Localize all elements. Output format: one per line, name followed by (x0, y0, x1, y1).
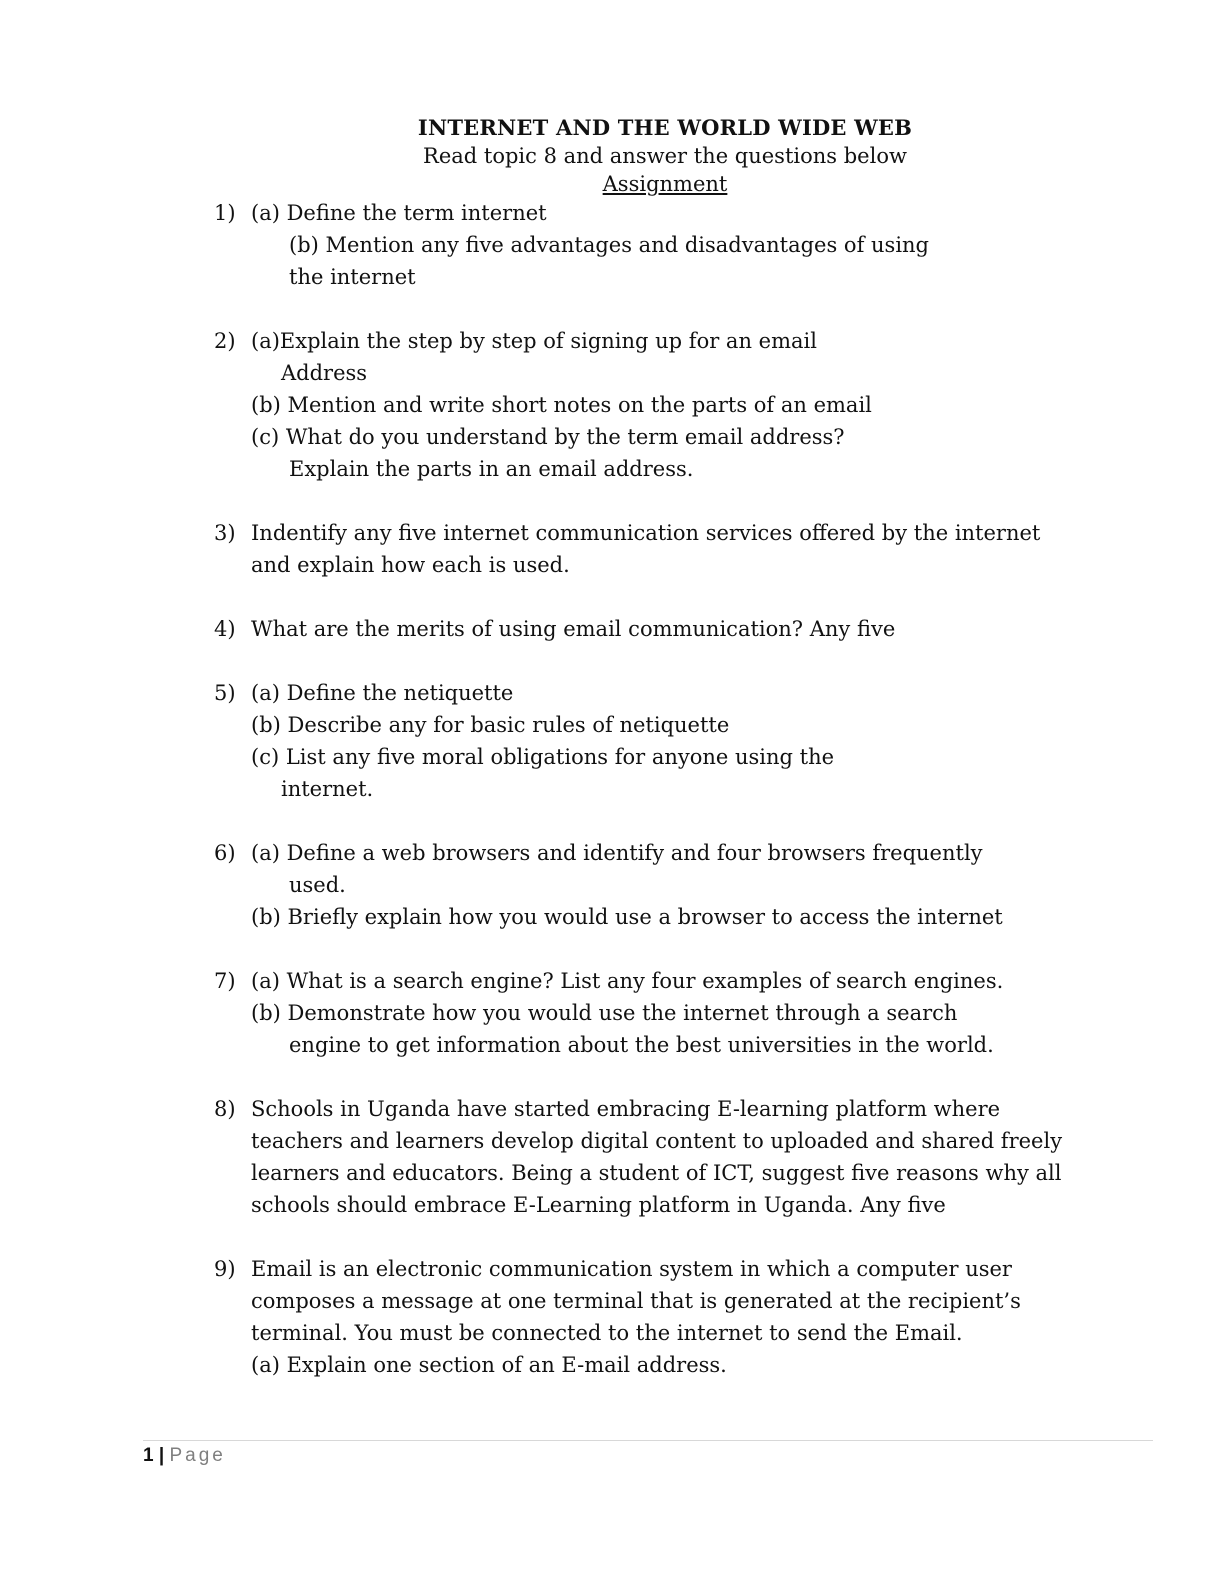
question-line: (c) List any five moral obligations for anyone using the (251, 745, 835, 769)
assignment-heading (106, 170, 1224, 198)
assignment-label: Assignment (602, 172, 728, 196)
question-line: engine to get information about the best universities in the world. (289, 1033, 994, 1057)
question-1 (214, 197, 1154, 293)
question-line: What are the merits of using email communication? Any five (251, 617, 896, 641)
question-line: (b) Briefly explain how you would use a browser to access the internet (251, 905, 1003, 929)
page-separator: | (158, 1445, 165, 1466)
question-line: internet. (281, 777, 374, 801)
question-4 (214, 613, 1154, 645)
question-line: terminal. You must be connected to the internet to send the Email. (251, 1321, 963, 1345)
question-line: (a)Explain the step by step of signing up for an email (251, 329, 817, 353)
question-line: used. (289, 873, 346, 897)
question-line: and explain how each is used. (251, 553, 570, 577)
question-line: Email is an electronic communication system in which a computer user (251, 1257, 1012, 1281)
question-line: (a) Explain one section of an E-mail address. (251, 1353, 727, 1377)
question-line: composes a message at one terminal that is generated at the recipient’s (251, 1289, 1021, 1313)
question-line: (b) Describe any for basic rules of netiquette (251, 713, 730, 737)
document-title: INTERNET AND THE WORLD WIDE WEB (417, 115, 913, 140)
question-line: the internet (289, 265, 416, 289)
question-line: Indentify any five internet communication services offered by the internet (251, 521, 1041, 545)
question-number: 5) (214, 681, 236, 705)
question-line: (b) Demonstrate how you would use the internet through a search (251, 1001, 958, 1025)
page-label: Page (169, 1445, 226, 1466)
question-9 (214, 1253, 1154, 1381)
question-line: learners and educators. Being a student of ICT, suggest five reasons why all (251, 1161, 1062, 1185)
question-line: (c) What do you understand by the term email address? (251, 425, 845, 449)
question-number: 7) (214, 969, 236, 993)
question-line: (a) Define the netiquette (251, 681, 514, 705)
question-number: 4) (214, 617, 236, 641)
question-number: 2) (214, 329, 236, 353)
question-line: Address (281, 361, 368, 385)
question-3 (214, 517, 1154, 581)
document-subtitle: Read topic 8 and answer the questions below (423, 144, 907, 168)
question-line: (a) What is a search engine? List any four examples of search engines. (251, 969, 1004, 993)
question-line: (b) Mention and write short notes on the parts of an email (251, 393, 872, 417)
question-2 (214, 325, 1154, 485)
question-line: schools should embrace E-Learning platform in Uganda. Any five (251, 1193, 946, 1217)
question-8 (214, 1093, 1154, 1221)
question-line: (a) Define a web browsers and identify and four browsers frequently (251, 841, 983, 865)
question-6 (214, 837, 1154, 933)
question-7 (214, 965, 1154, 1061)
question-number: 1) (214, 201, 236, 225)
page-footer (143, 1440, 1153, 1467)
question-line: (b) Mention any five advantages and disadvantages of using (289, 233, 929, 257)
question-list (214, 197, 1154, 1381)
question-5 (214, 677, 1154, 805)
question-line: teachers and learners develop digital content to uploaded and shared freely (251, 1129, 1063, 1153)
question-line: Explain the parts in an email address. (289, 457, 694, 481)
question-number: 9) (214, 1257, 236, 1281)
question-number: 3) (214, 521, 236, 545)
question-line: Schools in Uganda have started embracing E-learning platform where (251, 1097, 1001, 1121)
question-line: (a) Define the term internet (251, 201, 547, 225)
question-number: 8) (214, 1097, 236, 1121)
question-number: 6) (214, 841, 236, 865)
page-number: 1 (143, 1445, 154, 1466)
document-header (0, 114, 1224, 198)
